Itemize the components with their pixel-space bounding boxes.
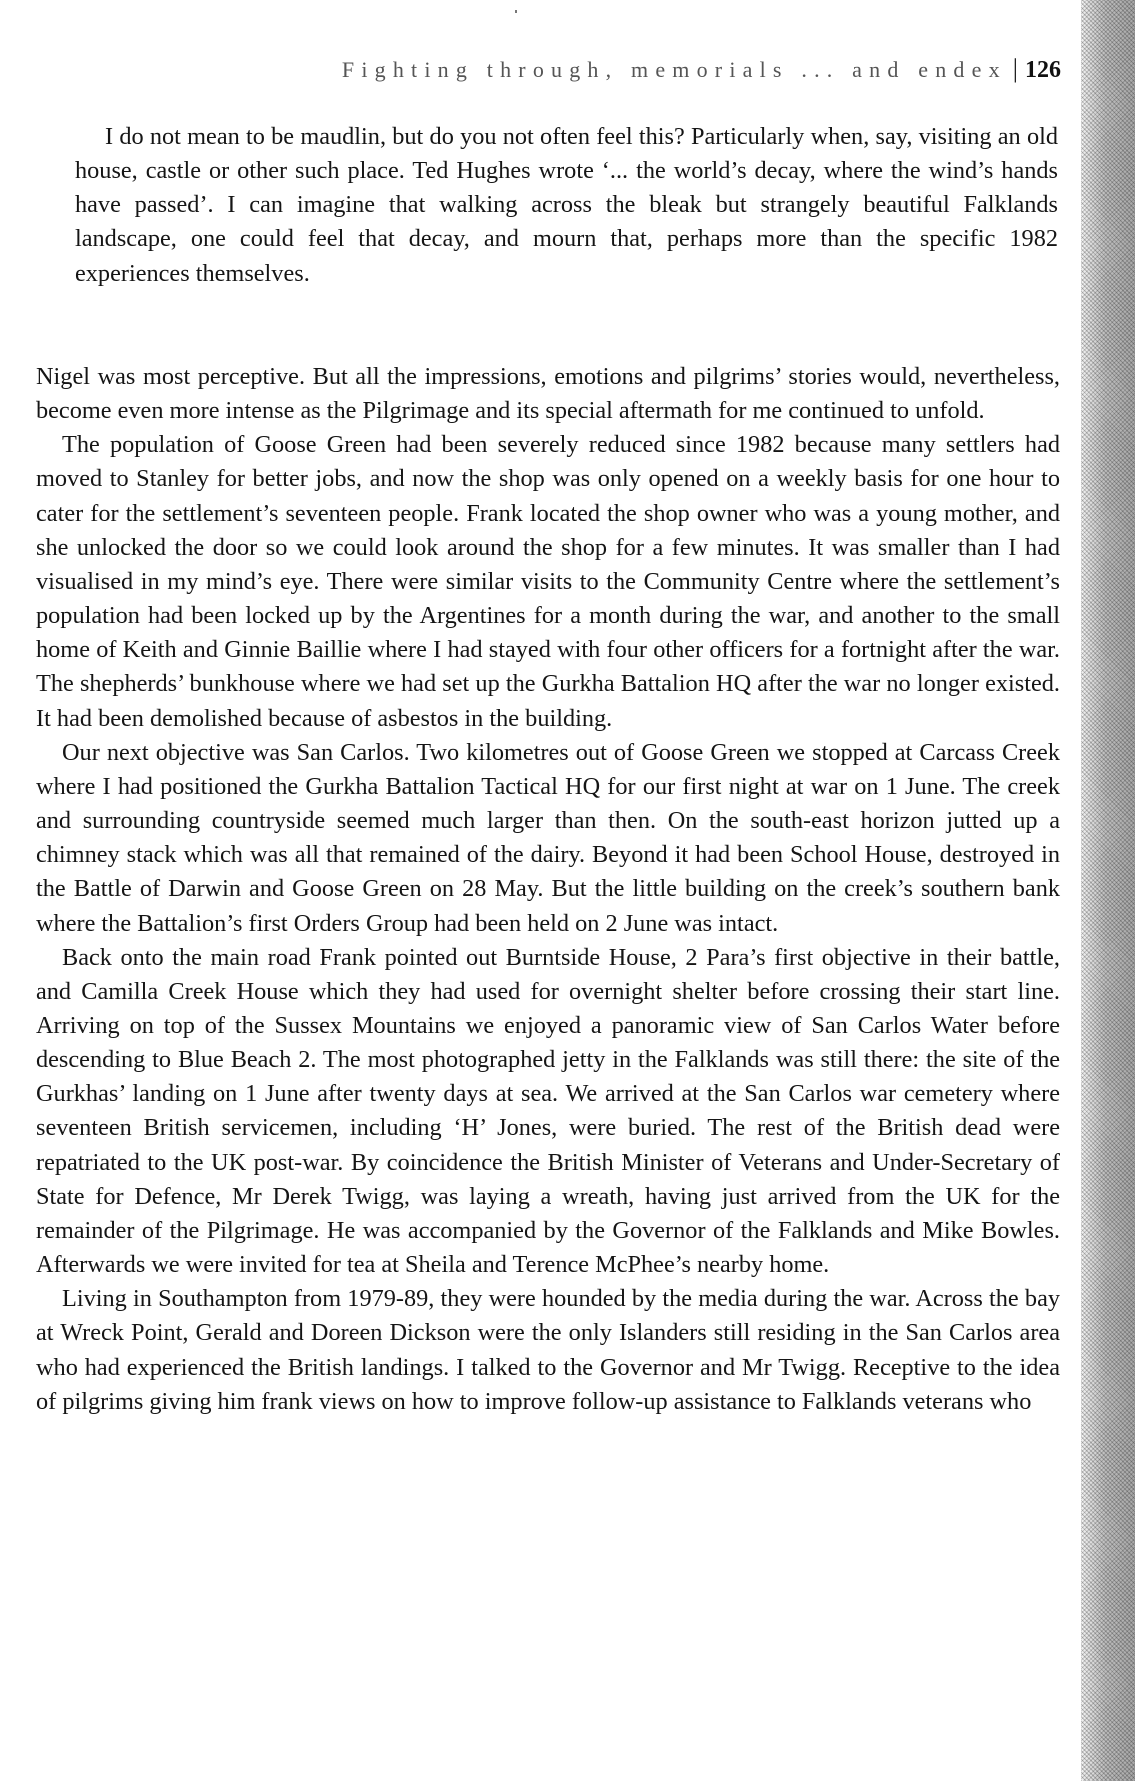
running-head-separator: | (1012, 54, 1018, 83)
paragraph-4: Back onto the main road Frank pointed out Burntside House, 2 Para’s first objective in their battle, and Camilla Creek House which they had used for overnight shelter before crossing their start line. Arriving on top of the Sussex Mountains we enjoyed a panoramic view of San Carlos Water before descending to Blue Beach 2. The most photographed jetty in the Falklands was still there: the site of the Gurkhas’ landing on 1 June after twenty days at sea. We arrived at the San Carlos war cemetery where seventeen British servicemen, including ‘H’ Jones, were buried. The rest of the British dead were repatriated to the UK post-war. By coincidence the British Minister of Veterans and Under-Secretary of State for Defence, Mr Derek Twigg, was laying a wreath, having just arrived from the UK for the remainder of the Pilgrimage. He was accompanied by the Governor of the Falklands and Mike Bowles. Afterwards we were invited for tea at Sheila and Terence McPhee’s nearby home. (36, 943, 1060, 1279)
paragraph-2: The population of Goose Green had been severely reduced since 1982 because many settlers had moved to Stanley for better jobs, and now the shop was only opened on a weekly basis for one hour to cater for the settlement’s seventeen people. Frank located the shop owner who was a young mother, and she unlocked the door so we could look around the shop for a few minutes. It was smaller than I had visualised in my mind’s eye. There were similar visits to the Community Centre where the settlement’s population had been locked up by the Argentines for a month during the war, and another to the small home of Keith and Ginnie Baillie where I had stayed with four other officers for a fortnight after the war. The shepherds’ bunkhouse where we had set up the Gurkha Battalion HQ after the war no longer existed. It had been demolished because of asbestos in the building. (36, 431, 1060, 732)
running-head (160, 54, 1061, 90)
paragraph-1: Nigel was most perceptive. But all the impressions, emotions and pilgrims’ stories would, nevertheless, become even more intense as the Pilgrimage and its special aftermath for me continued to unfold. (36, 363, 1060, 425)
binding-mark (515, 10, 517, 13)
page-edge-shading (1081, 0, 1135, 1781)
quote-paragraph: I do not mean to be maudlin, but do you not often feel this? Particularly when, say, visiting an old house, castle or other such place. Ted Hughes wrote ‘... the world’s decay, where the wind’s hands have passed’. I can imagine that walking across the bleak but strangely beautiful Falklands landscape, one could feel that decay, and mourn that, perhaps more than the specific 1982 experiences themselves. (75, 123, 1058, 287)
page-number: 126 (1025, 57, 1061, 83)
running-head-title: Fighting through, memorials ... and endex (341, 57, 1007, 82)
indented-quotation (75, 120, 1058, 291)
body-text (36, 360, 1060, 1419)
paragraph-3: Our next objective was San Carlos. Two kilometres out of Goose Green we stopped at Carcass Creek where I had positioned the Gurkha Battalion Tactical HQ for our first night at war on 1 June. The creek and surrounding countryside seemed much larger than then. On the south-east horizon jutted up a chimney stack which was all that remained of the dairy. Beyond it had been School House, destroyed in the Battle of Darwin and Goose Green on 28 May. But the little building on the creek’s southern bank where the Battalion’s first Orders Group had been held on 2 June was intact. (36, 738, 1060, 937)
paragraph-5: Living in Southampton from 1979-89, they were hounded by the media during the war. Across the bay at Wreck Point, Gerald and Doreen Dickson were the only Islanders still residing in the San Carlos area who had experienced the British landings. I talked to the Governor and Mr Twigg. Receptive to the idea of pilgrims giving him frank views on how to improve follow-up assistance to Falklands veterans who (36, 1285, 1060, 1415)
